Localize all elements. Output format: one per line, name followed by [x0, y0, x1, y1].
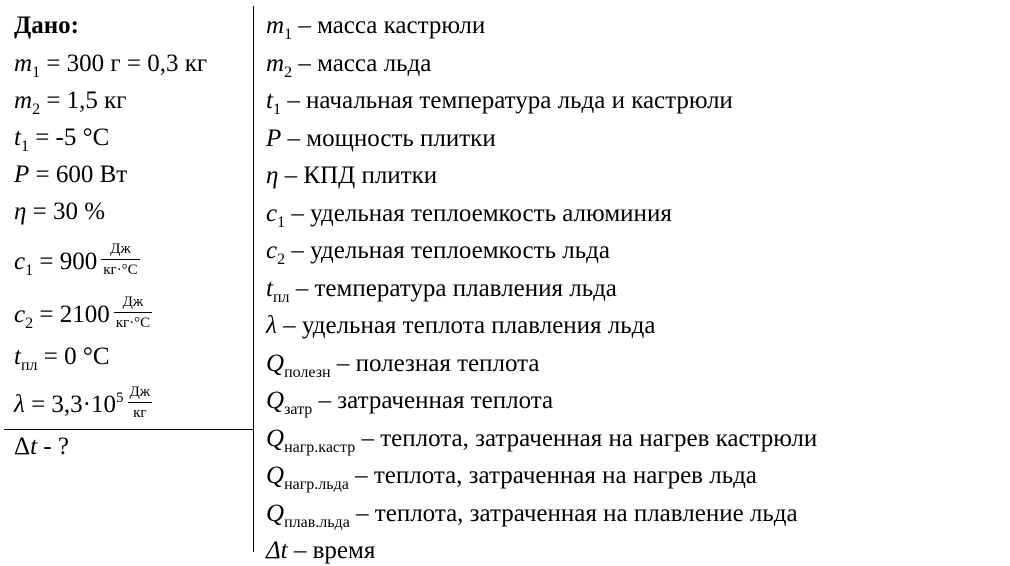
symbol: Q	[266, 349, 285, 377]
unit-fraction	[114, 293, 152, 332]
subscript: нагр.кастр	[284, 438, 356, 456]
subscript: 1	[284, 26, 293, 43]
definition-text: – КПД плитки	[278, 162, 438, 189]
definition-item	[266, 500, 798, 531]
definition-item	[266, 312, 656, 340]
value: - ?	[37, 433, 69, 460]
definition-text: – удельная теплоемкость алюминия	[285, 199, 672, 227]
given-t-melt	[14, 343, 110, 374]
find-line	[14, 433, 69, 461]
definition-text: – мощность плитки	[281, 124, 496, 152]
definition-item	[266, 12, 485, 43]
subscript: 1	[277, 213, 286, 231]
definition-text: – масса кастрюли	[292, 12, 486, 39]
given-eta	[14, 198, 105, 226]
subscript: пл	[272, 288, 290, 306]
symbol: m	[14, 50, 33, 77]
symbol: t	[266, 274, 273, 302]
definition-text: – начальная температура льда и кастрюли	[280, 87, 733, 114]
given-m2	[14, 87, 127, 118]
symbol: c	[14, 301, 26, 329]
unit-denominator: кг·°C	[115, 315, 151, 331]
definition-item	[266, 237, 610, 268]
definition-item	[266, 200, 672, 231]
symbol: η	[14, 198, 27, 225]
subscript: 1	[32, 64, 41, 81]
given-find-divider	[4, 429, 254, 430]
value: = 3,3·10	[24, 391, 117, 419]
symbol: m	[266, 12, 285, 39]
definition-item	[266, 162, 437, 190]
value: = 30 %	[26, 198, 106, 225]
symbol: η	[266, 162, 279, 189]
subscript: 1	[20, 138, 29, 155]
value: = 2100	[33, 301, 110, 329]
symbol: λ	[266, 312, 277, 339]
value: = 0 °C	[37, 343, 110, 370]
symbol: P	[266, 124, 282, 152]
given-m1	[14, 50, 207, 81]
subscript: нагр.льда	[284, 476, 349, 493]
unit-denominator: кг·°C	[103, 262, 138, 278]
given-title: Дано:	[14, 12, 79, 39]
given-lambda	[14, 384, 152, 426]
definition-text: – теплота, затраченная на плавление льда	[349, 499, 798, 527]
value: = 600 Вт	[29, 161, 128, 188]
unit-denominator: кг	[133, 405, 147, 421]
unit-numerator: Дж	[101, 240, 139, 260]
definition-text: – удельная теплоемкость льда	[285, 237, 610, 264]
symbol: Δt	[266, 537, 288, 564]
definition-text: – удельная теплота плавления льда	[276, 312, 656, 339]
given-power	[14, 161, 127, 189]
subscript: пл	[20, 357, 38, 374]
symbol: Q	[266, 387, 285, 414]
symbol: m	[14, 87, 33, 114]
subscript: затр	[284, 401, 313, 418]
unit-numerator: Дж	[114, 293, 152, 313]
subscript: 2	[25, 315, 34, 333]
definition-text: – температура плавления льда	[289, 274, 617, 302]
symbol: Q	[266, 424, 285, 452]
definition-text: – масса льда	[292, 49, 432, 77]
symbol: c	[266, 199, 278, 227]
definition-item	[266, 50, 431, 81]
definition-item	[266, 87, 733, 118]
definition-text: – теплота, затраченная на нагрев кастрюли	[355, 424, 818, 452]
unit-numerator: Дж	[128, 383, 153, 403]
definition-item	[266, 275, 617, 306]
value: = 1,5 кг	[40, 87, 127, 114]
subscript: 2	[32, 101, 41, 118]
symbol: t	[14, 343, 21, 370]
symbol: P	[14, 161, 30, 188]
subscript: 2	[277, 251, 286, 268]
subscript: плав.льда	[284, 513, 350, 531]
symbol: m	[266, 49, 285, 77]
value: = -5 °C	[28, 124, 110, 151]
given-t1	[14, 124, 109, 155]
definition-item	[266, 387, 553, 418]
definition-item	[266, 462, 757, 493]
definition-text: – теплота, затраченная на нагрев льда	[348, 462, 757, 489]
symbol: Q	[266, 462, 285, 489]
symbol: λ	[14, 391, 25, 419]
unit-fraction	[101, 240, 139, 279]
value: = 900	[33, 248, 98, 276]
superscript: 5	[116, 390, 124, 407]
definition-text: – время	[287, 537, 376, 564]
symbol: t	[30, 433, 38, 460]
definition-item	[266, 537, 375, 565]
subscript: 1	[272, 101, 281, 118]
symbol: c	[266, 237, 278, 264]
symbol: t	[266, 87, 273, 114]
symbol: c	[14, 248, 26, 276]
subscript: 1	[25, 262, 34, 280]
definition-text: – полезная теплота	[330, 349, 540, 377]
definition-text: – затраченная теплота	[312, 387, 554, 414]
column-divider	[253, 6, 254, 552]
symbol: Q	[266, 499, 285, 527]
given-c2	[14, 294, 152, 336]
definition-item	[266, 350, 539, 381]
value: = 300 г = 0,3 кг	[40, 50, 208, 77]
unit-fraction	[128, 383, 153, 422]
delta: Δ	[14, 433, 31, 460]
subscript: полезн	[284, 363, 331, 381]
symbol: t	[14, 124, 21, 151]
subscript: 2	[284, 63, 293, 81]
given-c1	[14, 241, 140, 283]
definition-item	[266, 425, 817, 456]
definition-item	[266, 125, 496, 153]
